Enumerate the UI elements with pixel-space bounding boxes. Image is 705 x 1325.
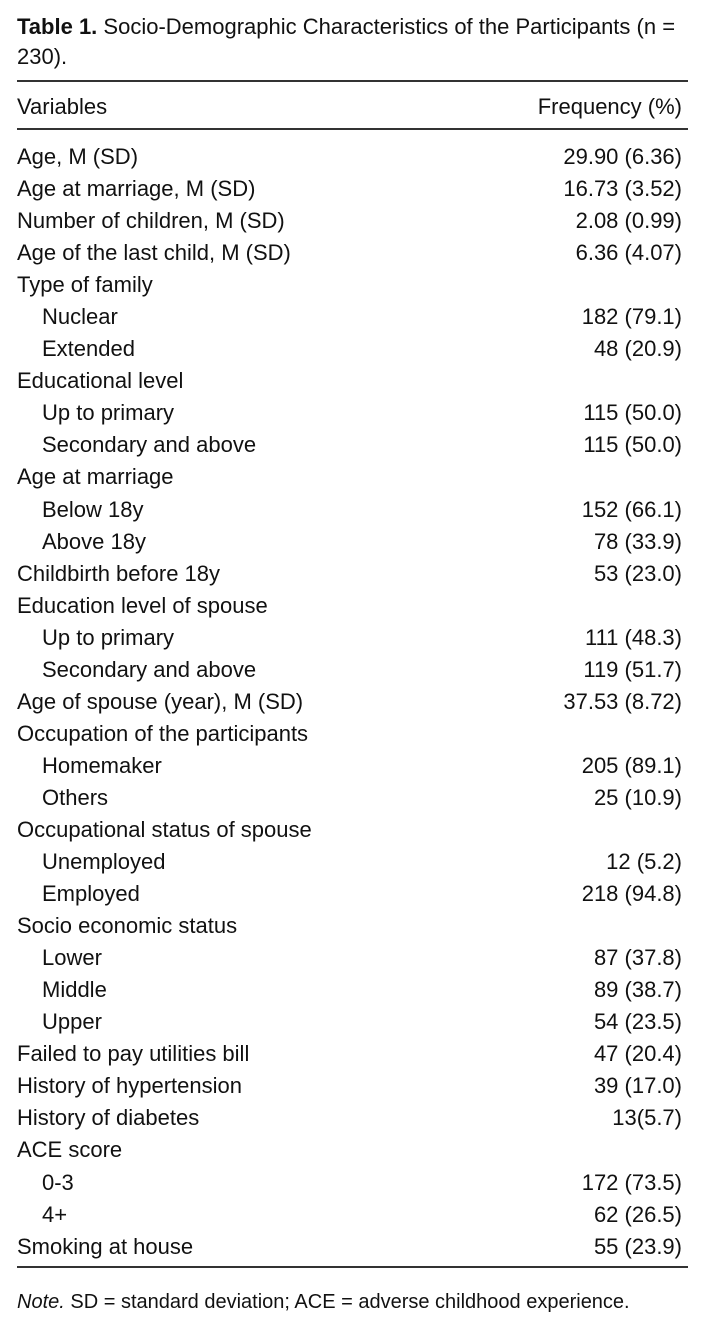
row-value: 119 (51.7): [583, 656, 682, 682]
table-note: [17, 1288, 630, 1316]
row-label: Number of children, M (SD): [17, 208, 285, 234]
row-label: Secondary and above: [42, 432, 257, 458]
row-value: 172 (73.5): [581, 1169, 682, 1195]
row-label: Others: [42, 784, 109, 810]
table-row: [17, 141, 688, 173]
row-value: 48 (20.9): [593, 336, 682, 362]
table-row: [17, 846, 688, 878]
table-row: [17, 1070, 688, 1102]
row-label: 0-3: [42, 1169, 74, 1195]
table-row: [17, 686, 688, 718]
row-value: 87 (37.8): [593, 945, 682, 971]
row-label: History of hypertension: [17, 1073, 242, 1099]
row-label: Occupation of the participants: [17, 720, 309, 746]
row-value: 2.08 (0.99): [575, 208, 682, 234]
table-row: [17, 590, 688, 622]
top-rule: [17, 80, 688, 82]
row-label: Below 18y: [42, 496, 144, 522]
row-label: History of diabetes: [17, 1105, 200, 1131]
header-rule: [17, 128, 688, 130]
table-row: [17, 1199, 688, 1231]
note-label: Note.: [17, 1291, 65, 1313]
row-label: Middle: [42, 977, 107, 1003]
table-caption: [17, 12, 687, 72]
row-value: 205 (89.1): [581, 752, 682, 778]
row-label: Failed to pay utilities bill: [17, 1041, 250, 1067]
row-value: 182 (79.1): [581, 304, 682, 330]
row-label: Type of family: [17, 272, 153, 298]
table-row: [17, 461, 688, 493]
row-label: ACE score: [17, 1137, 123, 1163]
table-row: [17, 1038, 688, 1070]
row-label: Up to primary: [42, 400, 175, 426]
row-value: 152 (66.1): [581, 496, 682, 522]
table-body: [17, 141, 688, 1263]
table-row: [17, 782, 688, 814]
table-row: [17, 1167, 688, 1199]
table-row: [17, 269, 688, 301]
row-label: Age of spouse (year), M (SD): [17, 688, 304, 714]
table-row: [17, 526, 688, 558]
row-label: Unemployed: [42, 849, 166, 875]
table-row: [17, 173, 688, 205]
row-value: 37.53 (8.72): [563, 688, 682, 714]
row-value: 13(5.7): [612, 1105, 682, 1131]
table-row: [17, 910, 688, 942]
row-label: Nuclear: [42, 304, 118, 330]
row-value: 55 (23.9): [593, 1233, 682, 1259]
table-row: [17, 237, 688, 269]
row-label: Employed: [42, 881, 140, 907]
table-row: [17, 718, 688, 750]
row-value: 47 (20.4): [593, 1041, 682, 1067]
row-value: 78 (33.9): [593, 528, 682, 554]
table-row: [17, 878, 688, 910]
table-row: [17, 494, 688, 526]
header-variables: Variables: [17, 94, 108, 119]
table-row: [17, 814, 688, 846]
table-row: [17, 301, 688, 333]
row-value: 54 (23.5): [593, 1009, 682, 1035]
row-value: 25 (10.9): [593, 784, 682, 810]
row-label: Educational level: [17, 368, 184, 394]
row-label: Childbirth before 18y: [17, 560, 221, 586]
table-row: [17, 429, 688, 461]
row-label: Age of the last child, M (SD): [17, 240, 291, 266]
table-row: [17, 622, 688, 654]
row-label: 4+: [42, 1201, 68, 1227]
row-value: 29.90 (6.36): [563, 144, 682, 169]
row-value: 62 (26.5): [593, 1201, 682, 1227]
row-value: 115 (50.0): [583, 432, 682, 458]
row-value: 115 (50.0): [583, 400, 682, 426]
table-label: Table 1.: [17, 14, 98, 39]
row-value: 89 (38.7): [593, 977, 682, 1003]
row-label: Age at marriage: [17, 464, 174, 490]
table-row: [17, 750, 688, 782]
table-row: [17, 365, 688, 397]
header-frequency: Frequency (%): [537, 94, 682, 119]
table-row: [17, 1134, 688, 1166]
table-row: [17, 942, 688, 974]
bottom-rule: [17, 1266, 688, 1268]
table-row: [17, 397, 688, 429]
row-label: Above 18y: [42, 528, 146, 554]
row-label: Extended: [42, 336, 135, 362]
table-title: Socio-Demographic Characteristics of the Participants (n = 230).: [17, 14, 676, 69]
row-value: 111 (48.3): [584, 624, 682, 650]
table-row: [17, 1006, 688, 1038]
table-row: [17, 974, 688, 1006]
row-label: Education level of spouse: [17, 592, 268, 618]
row-label: Upper: [42, 1009, 102, 1035]
row-value: 16.73 (3.52): [563, 176, 682, 202]
row-label: Up to primary: [42, 624, 175, 650]
row-label: Occupational status of spouse: [17, 816, 312, 842]
table-row: [17, 654, 688, 686]
row-value: 39 (17.0): [593, 1073, 682, 1099]
row-value: 218 (94.8): [581, 881, 682, 907]
row-label: Smoking at house: [17, 1233, 194, 1259]
row-label: Age, M (SD): [17, 144, 139, 169]
row-label: Socio economic status: [17, 913, 238, 939]
table-row: [17, 205, 688, 237]
note-text: SD = standard deviation; ACE = adverse childhood experience.: [70, 1291, 630, 1313]
row-label: Lower: [42, 945, 102, 971]
row-value: 53 (23.0): [593, 560, 682, 586]
table-row: [17, 1231, 688, 1263]
table-row: [17, 333, 688, 365]
table-row: [17, 558, 688, 590]
row-label: Age at marriage, M (SD): [17, 176, 256, 202]
row-label: Secondary and above: [42, 656, 257, 682]
row-value: 12 (5.2): [606, 849, 682, 875]
table-header: [17, 92, 688, 122]
table-row: [17, 1102, 688, 1134]
row-label: Homemaker: [42, 752, 162, 778]
row-value: 6.36 (4.07): [575, 240, 682, 266]
